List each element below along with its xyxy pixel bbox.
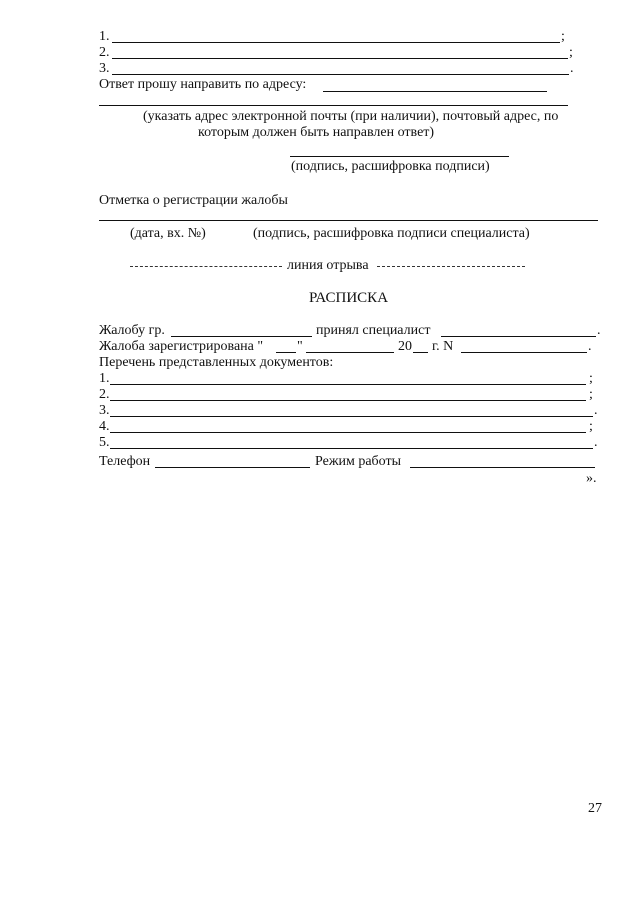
document-line-1-number: 1. bbox=[99, 371, 110, 386]
address-hint-line-1: (указать адрес электронной почты (при наличии), почтовый адрес, по bbox=[143, 109, 559, 124]
document-line-5-end: . bbox=[594, 435, 598, 450]
work-hours-label: Режим работы bbox=[315, 454, 402, 469]
document-line-2-end: ; bbox=[589, 387, 593, 402]
accepted-by-end: . bbox=[597, 323, 601, 338]
specialist-blank bbox=[441, 336, 596, 337]
registration-hint-signature: (подпись, расшифровка подписи специалиста) bbox=[253, 226, 530, 241]
document-line-2-blank bbox=[110, 400, 586, 401]
address-hint-line-2: которым должен быть направлен ответ) bbox=[198, 125, 435, 140]
registered-year-prefix: 20 bbox=[398, 339, 412, 354]
registered-number-label: г. N bbox=[432, 339, 454, 354]
complaint-from-blank bbox=[171, 336, 312, 337]
complaint-line-2-end: ; bbox=[569, 45, 573, 60]
tear-line-label: линия отрыва bbox=[287, 258, 369, 273]
page-number: 27 bbox=[588, 801, 602, 816]
reply-address-blank-2 bbox=[99, 105, 568, 106]
complaint-line-2-blank bbox=[112, 58, 568, 59]
documents-list-label: Перечень представленных документов: bbox=[99, 355, 334, 370]
registered-day-blank bbox=[276, 352, 296, 353]
phone-blank bbox=[155, 467, 310, 468]
registered-label: Жалоба зарегистрирована " bbox=[99, 339, 264, 354]
accepted-by-label: принял специалист bbox=[316, 323, 431, 338]
complaint-line-3-end: . bbox=[570, 61, 574, 76]
document-line-4-blank bbox=[110, 432, 586, 433]
work-hours-blank bbox=[410, 467, 595, 468]
document-line-4-end: ; bbox=[589, 419, 593, 434]
closing-quote: ». bbox=[586, 471, 597, 486]
document-line-5-blank bbox=[110, 448, 593, 449]
document-line-1-end: ; bbox=[589, 371, 593, 386]
complaint-line-3-number: 3. bbox=[99, 61, 110, 76]
reply-address-blank-1 bbox=[323, 91, 547, 92]
complaint-line-1-end: ; bbox=[561, 29, 565, 44]
registered-month-blank bbox=[306, 352, 394, 353]
registered-end: . bbox=[588, 339, 592, 354]
complaint-line-2-number: 2. bbox=[99, 45, 110, 60]
document-line-2-number: 2. bbox=[99, 387, 110, 402]
tear-line-left bbox=[130, 266, 282, 267]
registration-hint-date: (дата, вх. №) bbox=[130, 226, 206, 241]
registered-number-blank bbox=[461, 352, 587, 353]
registered-year-blank bbox=[413, 352, 428, 353]
complaint-line-1-blank bbox=[112, 42, 560, 43]
document-line-5-number: 5. bbox=[99, 435, 110, 450]
signature-hint: (подпись, расшифровка подписи) bbox=[291, 159, 490, 174]
registration-mark-label: Отметка о регистрации жалобы bbox=[99, 193, 288, 208]
document-line-1-blank bbox=[110, 384, 586, 385]
complaint-line-1-number: 1. bbox=[99, 29, 110, 44]
complaint-line-3-blank bbox=[112, 74, 569, 75]
document-line-3-blank bbox=[110, 416, 593, 417]
receipt-title: РАСПИСКА bbox=[309, 290, 389, 306]
registration-mark-blank bbox=[99, 220, 598, 221]
document-line-4-number: 4. bbox=[99, 419, 110, 434]
reply-address-label: Ответ прошу направить по адресу: bbox=[99, 77, 307, 92]
complaint-from-label: Жалобу гр. bbox=[99, 323, 165, 338]
phone-label: Телефон bbox=[99, 454, 151, 469]
tear-line-right bbox=[377, 266, 525, 267]
registered-quote-close: " bbox=[297, 339, 303, 354]
signature-blank bbox=[290, 156, 509, 157]
document-line-3-number: 3. bbox=[99, 403, 110, 418]
document-line-3-end: . bbox=[594, 403, 598, 418]
